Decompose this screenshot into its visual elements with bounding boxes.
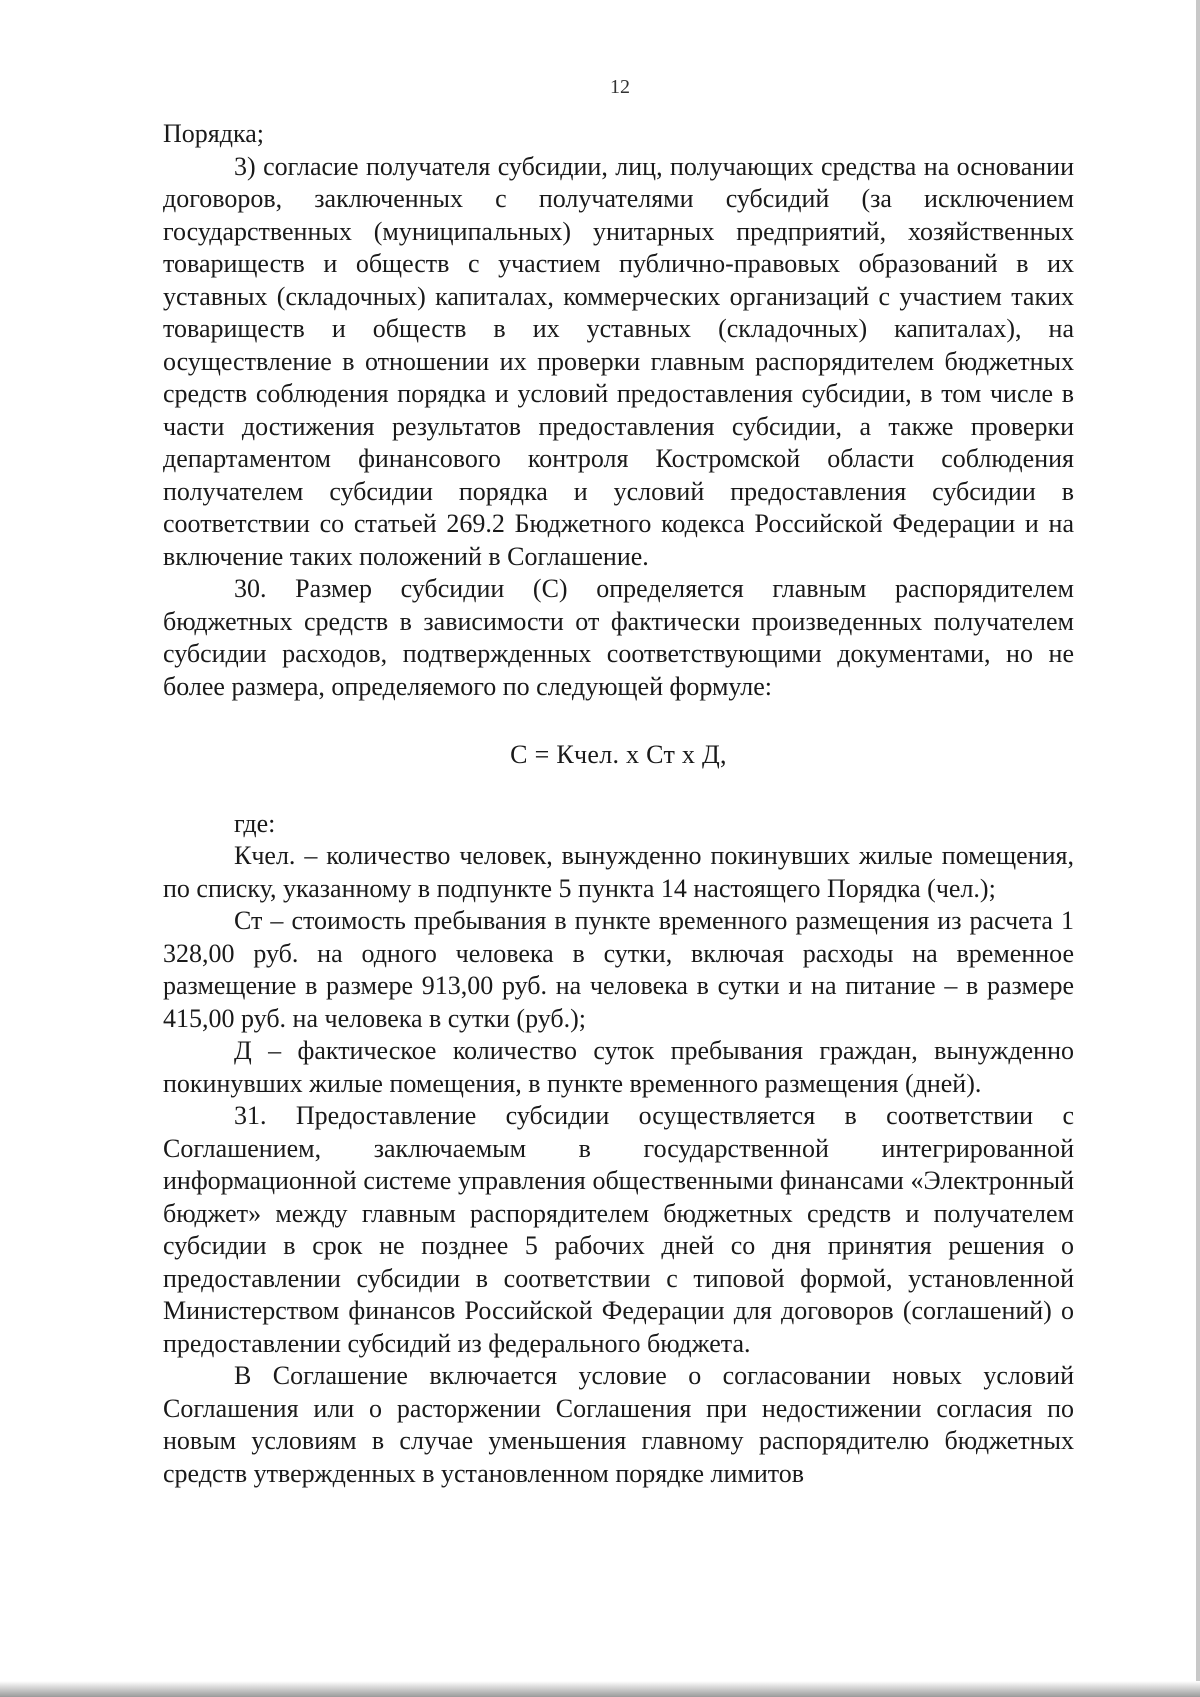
paragraph-continuation: Порядка; (163, 119, 264, 148)
page-edge (1196, 0, 1200, 1697)
definition-st: Ст – стоимость пребывания в пункте временного размещения из расчета 1 328,00 руб. на одного человека в сутки, включая расходы на временное размещение в размере 913,00 руб. на человека в сутки и на питание – в размере 415,00 руб. на человека в сутки (руб.); (163, 906, 1074, 1033)
definition-kchel: Кчел. – количество человек, вынужденно покинувших жилые помещения, по списку, указанному в подпункте 5 пункта 14 настоящего Порядка (чел.); (163, 841, 1074, 903)
paragraph-31: 31. Предоставление субсидии осуществляется в соответствии с Соглашением, заключаемым в государственной интегрированной информационной системе управления общественными финансами «Электронный бюджет» между главным распорядителем бюджетных средств и получателем субсидии в срок не позднее 5 рабочих дней со дня принятия решения о предоставлении субсидии в соответствии с типовой формой, установленной Министерством финансов Российской Федерации для договоров (соглашений) о предоставлении субсидий из федерального бюджета. (163, 1101, 1074, 1358)
paragraph-agreement-condition: В Соглашение включается условие о согласовании новых условий Соглашения или о расторжении Соглашения при недостижении согласия по новым условиям в случае уменьшения главному распорядителю бюджетных средств утвержденных в установленном порядке лимитов (163, 1361, 1074, 1488)
page-number: 12 (610, 76, 630, 98)
page-bottom-shadow (0, 1681, 1200, 1697)
subsidy-formula: С = Кчел. х Ст х Д, (510, 740, 727, 769)
definition-d: Д – фактическое количество суток пребывания граждан, вынужденно покинувших жилые помещения, в пункте временного размещения (дней). (163, 1036, 1074, 1098)
paragraph-30: 30. Размер субсидии (С) определяется главным распорядителем бюджетных средств в зависимости от фактически произведенных получателем субсидии расходов, подтвержденных соответствующими документами, но не более размера, определяемого по следующей формуле: (163, 574, 1074, 701)
document-body (163, 118, 1074, 1490)
paragraph-where: где: (234, 808, 276, 838)
paragraph-item-3: 3) согласие получателя субсидии, лиц, получающих средства на основании договоров, заключенных с получателями субсидий (за исключением государственных (муниципальных) унитарных предприятий, хозяйственных товариществ и обществ с участием публично-правовых образований в их уставных (складочных) капиталах, коммерческих организаций с участием таких товариществ и обществ в их уставных (складочных) капиталах), на осуществление в отношении их проверки главным распорядителем бюджетных средств соблюдения порядка и условий предоставления субсидии, в том числе в части достижения результатов предоставления субсидии, а также проверки департаментом финансового контроля Костромской области соблюдения получателем субсидии порядка и условий предоставления субсидии в соответствии со статьей 269.2 Бюджетного кодекса Российской Федерации и на включение таких положений в Соглашение. (163, 151, 1074, 571)
